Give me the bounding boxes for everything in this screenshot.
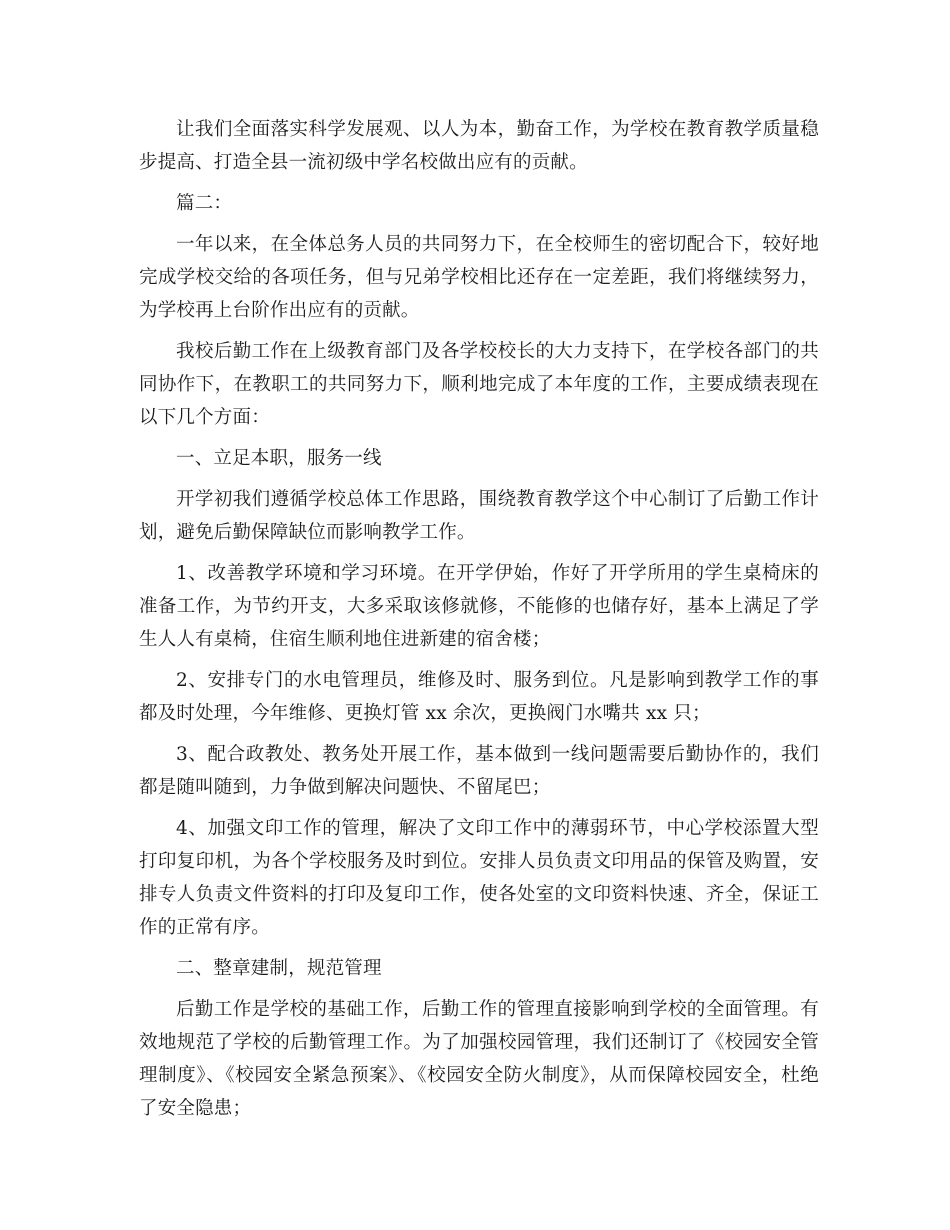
document-body [139,113,819,1133]
heading-section-two: 二、整章建制，规范管理 [176,958,382,979]
paragraph-plan: 开学初我们遵循学校总体工作思路，围绕教育教学这个中心制订了后勤工作计划，避免后勤保障缺位而影响教学工作。 [139,489,819,543]
section-heading-part-two: 篇二： [176,193,233,214]
list-item-3: 3、配合政教处、教务处开展工作，基本做到一线问题需要后勤协作的，我们都是随叫随到，力争做到解决问题快、不留尾巴； [139,744,819,798]
list-item-4: 4、加强文印工作的管理，解决了文印工作中的薄弱环节，中心学校添置大型打印复印机，为各个学校服务及时到位。安排人员负责文印用品的保管及购置，安排专人负责文件资料的打印及复印工作，使各处室的文印资料快速、齐全，保证工作的正常有序。 [139,818,819,938]
paragraph-summary: 我校后勤工作在上级教育部门及各学校校长的大力支持下，在学校各部门的共同协作下，在教职工的共同努力下，顺利地完成了本年度的工作，主要成绩表现在以下几个方面： [139,341,819,428]
list-item-1: 1、改善教学环境和学习环境。在开学伊始，作好了开学所用的学生桌椅床的准备工作，为节约开支，大多采取该修就修，不能修的也储存好，基本上满足了学生人人有桌椅，住宿生顺利地住进新建的宿舍楼； [139,563,819,650]
heading-section-one: 一、立足本职，服务一线 [176,448,382,469]
paragraph-closing: 让我们全面落实科学发展观、以人为本，勤奋工作，为学校在教育教学质量稳步提高、打造全县一流初级中学名校做出应有的贡献。 [139,119,819,173]
list-item-2: 2、安排专门的水电管理员，维修及时、服务到位。凡是影响到教学工作的事都及时处理，今年维修、更换灯管 xx 余次，更换阀门水嘴共 xx 只； [139,670,819,724]
paragraph-intro: 一年以来，在全体总务人员的共同努力下，在全校师生的密切配合下，较好地完成学校交给的各项任务，但与兄弟学校相比还存在一定差距，我们将继续努力，为学校再上台阶作出应有的贡献。 [139,234,819,321]
paragraph-management: 后勤工作是学校的基础工作，后勤工作的管理直接影响到学校的全面管理。有效地规范了学校的后勤管理工作。为了加强校园管理，我们还制订了《校园安全管理制度》、《校园安全紧急预案》、《校园安全防火制度》，从而保障校园安全，杜绝了安全隐患； [139,999,819,1119]
